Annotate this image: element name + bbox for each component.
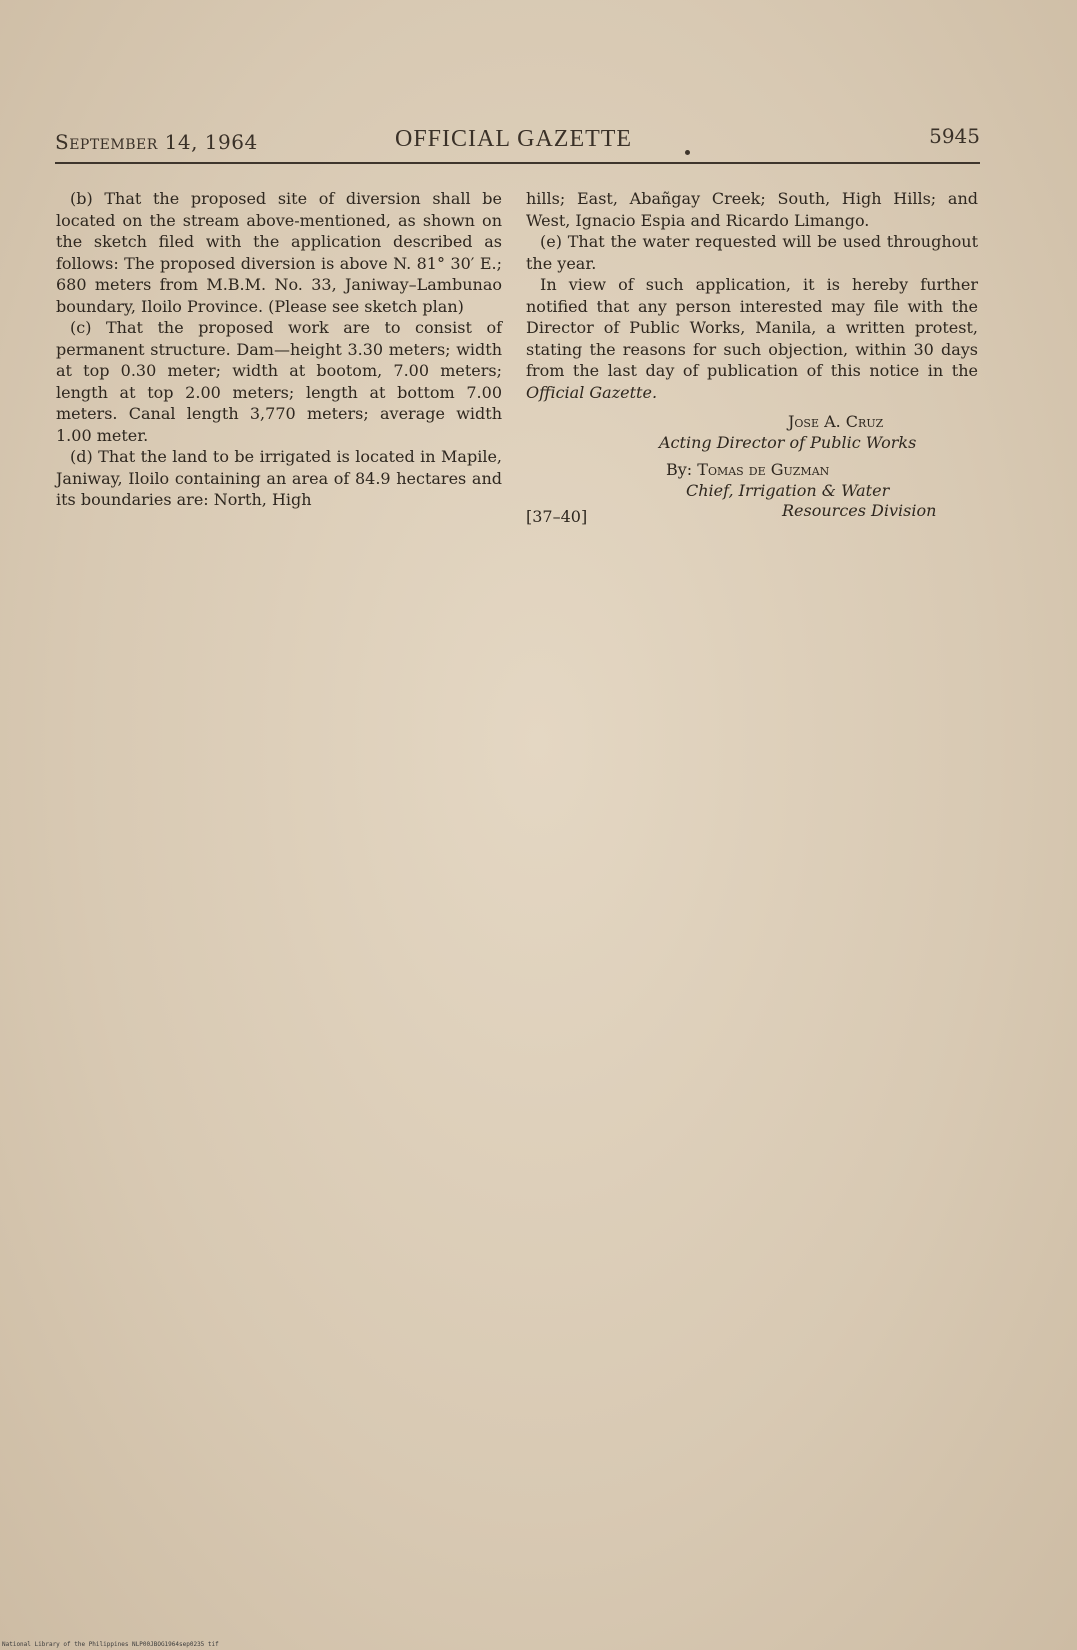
by-name: Tomas de Guzman: [697, 460, 830, 479]
notice-text: In view of such application, it is hereby further notified that any person interested may file with the Director of Public Works, Manila, a written protest, stating the reasons for such objection, within 30 days from the last day of publication of this notice in the: [526, 275, 978, 380]
paragraph-d: (d) That the land to be irrigated is located in Mapile, Janiway, Iloilo containing an area of 84.9 hectares and its boundaries are: North, High: [56, 447, 502, 509]
signatory-position: Acting Director of Public Works: [659, 433, 917, 452]
paragraph-e: (e) That the water requested will be used throughout the year.: [526, 232, 978, 273]
signature-block: [526, 407, 978, 527]
publication-title: OFFICIAL GAZETTE: [395, 126, 633, 152]
by-line: [666, 459, 829, 481]
by-label: By:: [666, 460, 698, 479]
header-rule: [55, 162, 980, 164]
reference-number: [37–40]: [526, 507, 588, 526]
issue-date: September 14, 1964: [55, 130, 258, 154]
signatory-name: Jose A. Cruz: [788, 412, 884, 431]
paragraph-notice: [526, 274, 978, 403]
page-number: 5945: [929, 124, 980, 148]
paragraph-c: (c) That the proposed work are to consist of permanent structure. Dam—height 3.30 meters; width at top 0.30 meter; width at bootom, 7.00 meters; length at top 2.00 meters; length at bottom 7.00 meters. Canal length 3,770 meters; average width 1.00 meter.: [56, 318, 502, 445]
paragraph-b: (b) That the proposed site of diversion shall be located on the stream above-mentioned, as shown on the sketch filed with the application described as follows: The proposed diversion is above N. 81° 30′ E.; 680 meters from M.B.M. No. 33, Janiway–Lambunao boundary, Iloilo Province. (Please see sketch plan): [56, 189, 502, 316]
notice-publication: Official Gazette.: [526, 382, 658, 402]
by-title-2: Resources Division: [782, 501, 937, 520]
page-header: [55, 126, 980, 164]
ink-dot: [685, 150, 690, 155]
by-title-1: Chief, Irrigation & Water: [686, 481, 890, 500]
paragraph-d-continued: hills; East, Abañgay Creek; South, High Hills; and West, Ignacio Espia and Ricardo Limango.: [526, 189, 978, 230]
right-column: [526, 188, 978, 527]
scan-note: National Library of the Philippines NLP00JBOG1964sep0235 tif: [2, 1641, 219, 1648]
left-column: [56, 188, 502, 511]
